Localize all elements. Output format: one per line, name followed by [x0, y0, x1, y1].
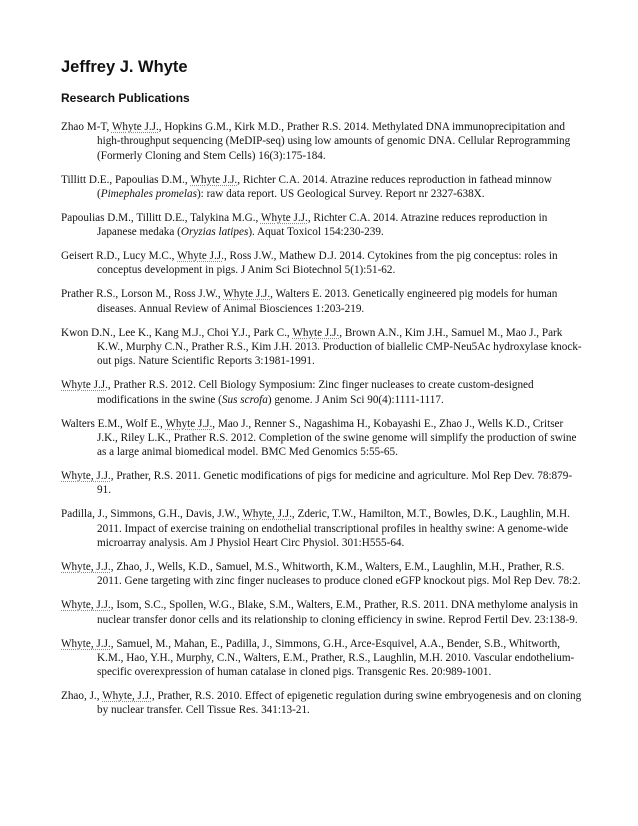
- publication-entry: [61, 637, 583, 680]
- citation-text: Walters E.M., Wolf E.,: [61, 417, 166, 430]
- highlighted-author: Whyte J.J.: [190, 173, 238, 186]
- citation-text: , Brown A.N., Kim J.H., Samuel M., Mao J., Park K.W., Murphy C.N., Prather R.S., Kim J.H. 2013. Production of biallelic CMP-Neu5Ac hydroxylase knock-out pigs. Nature Scientific Reports 3:1981-1991.: [97, 326, 582, 368]
- highlighted-author: Whyte, J.J.: [61, 561, 111, 573]
- highlighted-author: Whyte J.J.: [223, 288, 271, 301]
- highlighted-author: Whyte, J.J.: [61, 470, 111, 483]
- publication-entry: [61, 507, 583, 550]
- publication-entry: [61, 417, 583, 460]
- citation-text: ) genome. J Anim Sci 90(4):1111-1117.: [267, 393, 444, 406]
- citation-text: Zhao, J.,: [61, 690, 103, 703]
- publication-entry: [61, 287, 583, 316]
- citation-text: Kwon D.N., Lee K., Kang M.J., Choi Y.J., Park C.,: [61, 326, 293, 339]
- citation-text: ). Aquat Toxicol 154:230-239.: [248, 226, 384, 239]
- author-name: Jeffrey J. Whyte: [61, 58, 188, 76]
- highlighted-author: Whyte, J.J.: [61, 599, 111, 612]
- publication-entry: [61, 560, 583, 589]
- species-name: Sus scrofa: [221, 393, 268, 406]
- publication-list: [61, 120, 583, 727]
- citation-text: Prather R.S., Lorson M., Ross J.W.,: [61, 288, 224, 301]
- highlighted-author: Whyte J.J.: [111, 121, 159, 133]
- highlighted-author: Whyte J.J.: [177, 250, 224, 263]
- citation-text: , Zderic, T.W., Hamilton, M.T., Bowles, D.K., Laughlin, M.H. 2011. Impact of exercise training on endothelial transcriptional profiles in healthy swine: A genome-wide microarray analysis. Am J Physiol Heart Circ Physiol. 301:H555-64.: [97, 508, 570, 550]
- highlighted-author: Whyte, J.J.: [102, 690, 152, 703]
- publication-entry: [61, 249, 583, 278]
- citation-text: Geisert R.D., Lucy M.C.,: [61, 250, 178, 263]
- highlighted-author: Whyte J.J.: [260, 211, 308, 224]
- highlighted-author: Whyte J.J.: [165, 417, 213, 430]
- publication-entry: [61, 598, 583, 627]
- citation-text: , Walters E. 2013. Genetically engineered pig models for human diseases. Annual Review of Animal Biosciences 1:203-219.: [97, 288, 558, 315]
- citation-text: , Richter C.A. 2014. Atrazine reduces reproduction in Japanese medaka (: [97, 211, 548, 239]
- publication-entry: [61, 120, 583, 163]
- publication-entry: [61, 326, 583, 369]
- publication-entry: [61, 211, 583, 240]
- publication-entry: [61, 689, 583, 718]
- citation-text: , Hopkins G.M., Kirk M.D., Prather R.S. 2014. Methylated DNA immunoprecipitation and high-throughput sequencing (MeDIP-seq) using low amounts of genomic DNA. Cellular Reprogramming (Formerly Cloning and Stem Cells) 16(3):175-184.: [97, 121, 571, 162]
- citation-text: , Mao J., Renner S., Nagashima H., Kobayashi E., Zhao J., Wells K.D., Critser J.K., Riley L.K., Prather R.S. 2012. Completion of the swine genome will simplify the production of swine as a large animal biomedical model. BMC Med Genomics 5:55-65.: [97, 417, 577, 459]
- citation-text: Zhao M-T,: [61, 121, 112, 133]
- citation-text: , Samuel, M., Mahan, E., Padilla, J., Simmons, G.H., Arce-Esquivel, A.A., Bender, S.B., Whitworth, K.M., Hao, Y.H., Murphy, C.N., Walters, E.M., Prather, R.S., Laughlin, M.H. 2010. Vascular endothelium-specific overexpression of human catalase in cloned pigs. Transgenic Res. 20:989-1001.: [97, 637, 575, 679]
- citation-text: Papoulias D.M., Tillitt D.E., Talykina M.G.,: [61, 211, 261, 224]
- publication-entry: [61, 469, 583, 498]
- publication-entry: [61, 173, 583, 202]
- citation-text: , Ross J.W., Mathew D.J. 2014. Cytokines from the pig conceptus: roles in conceptus development in pigs. J Anim Sci Biotechnol 5(1):51-62.: [97, 250, 558, 277]
- citation-text: , Prather R.S. 2012. Cell Biology Symposium: Zinc finger nucleases to create custom-designed modifications in the swine (: [97, 379, 534, 406]
- citation-text: , Richter C.A. 2014. Atrazine reduces reproduction in fathead minnow (: [97, 173, 552, 200]
- citation-text: , Isom, S.C., Spollen, W.G., Blake, S.M., Walters, E.M., Prather, R.S. 2011. DNA methylome analysis in nuclear transfer donor cells and its relationship to cloning efficiency in swine. Reprod Fertil Dev. 23:138-9.: [97, 599, 578, 626]
- highlighted-author: Whyte J.J.: [292, 326, 340, 339]
- species-name: Oryzias latipes: [180, 226, 249, 239]
- highlighted-author: Whyte J.J.: [61, 379, 108, 392]
- section-title: Research Publications: [61, 91, 190, 105]
- citation-text: , Prather, R.S. 2010. Effect of epigenetic regulation during swine embryogenesis and on cloning by nuclear transfer. Cell Tissue Res. 341:13-21.: [97, 690, 582, 717]
- citation-text: , Prather, R.S. 2011. Genetic modifications of pigs for medicine and agriculture. Mol Rep Dev. 78:879-91.: [97, 470, 573, 497]
- publication-entry: [61, 378, 583, 407]
- highlighted-author: Whyte, J.J.: [61, 637, 111, 650]
- species-name: Pimephales promelas: [100, 187, 197, 200]
- citation-text: ): raw data report. US Geological Survey. Report nr 2327-638X.: [196, 187, 485, 200]
- citation-text: Tillitt D.E., Papoulias D.M.,: [61, 173, 191, 186]
- highlighted-author: Whyte, J.J.: [242, 508, 292, 521]
- citation-text: Padilla, J., Simmons, G.H., Davis, J.W.,: [61, 508, 243, 521]
- citation-text: , Zhao, J., Wells, K.D., Samuel, M.S., Whitworth, K.M., Walters, E.M., Laughlin, M.H., Prather, R.S. 2011. Gene targeting with zinc finger nucleases to produce cloned eGFP knockout pigs. Mol Rep Dev. 78:2.: [97, 561, 581, 588]
